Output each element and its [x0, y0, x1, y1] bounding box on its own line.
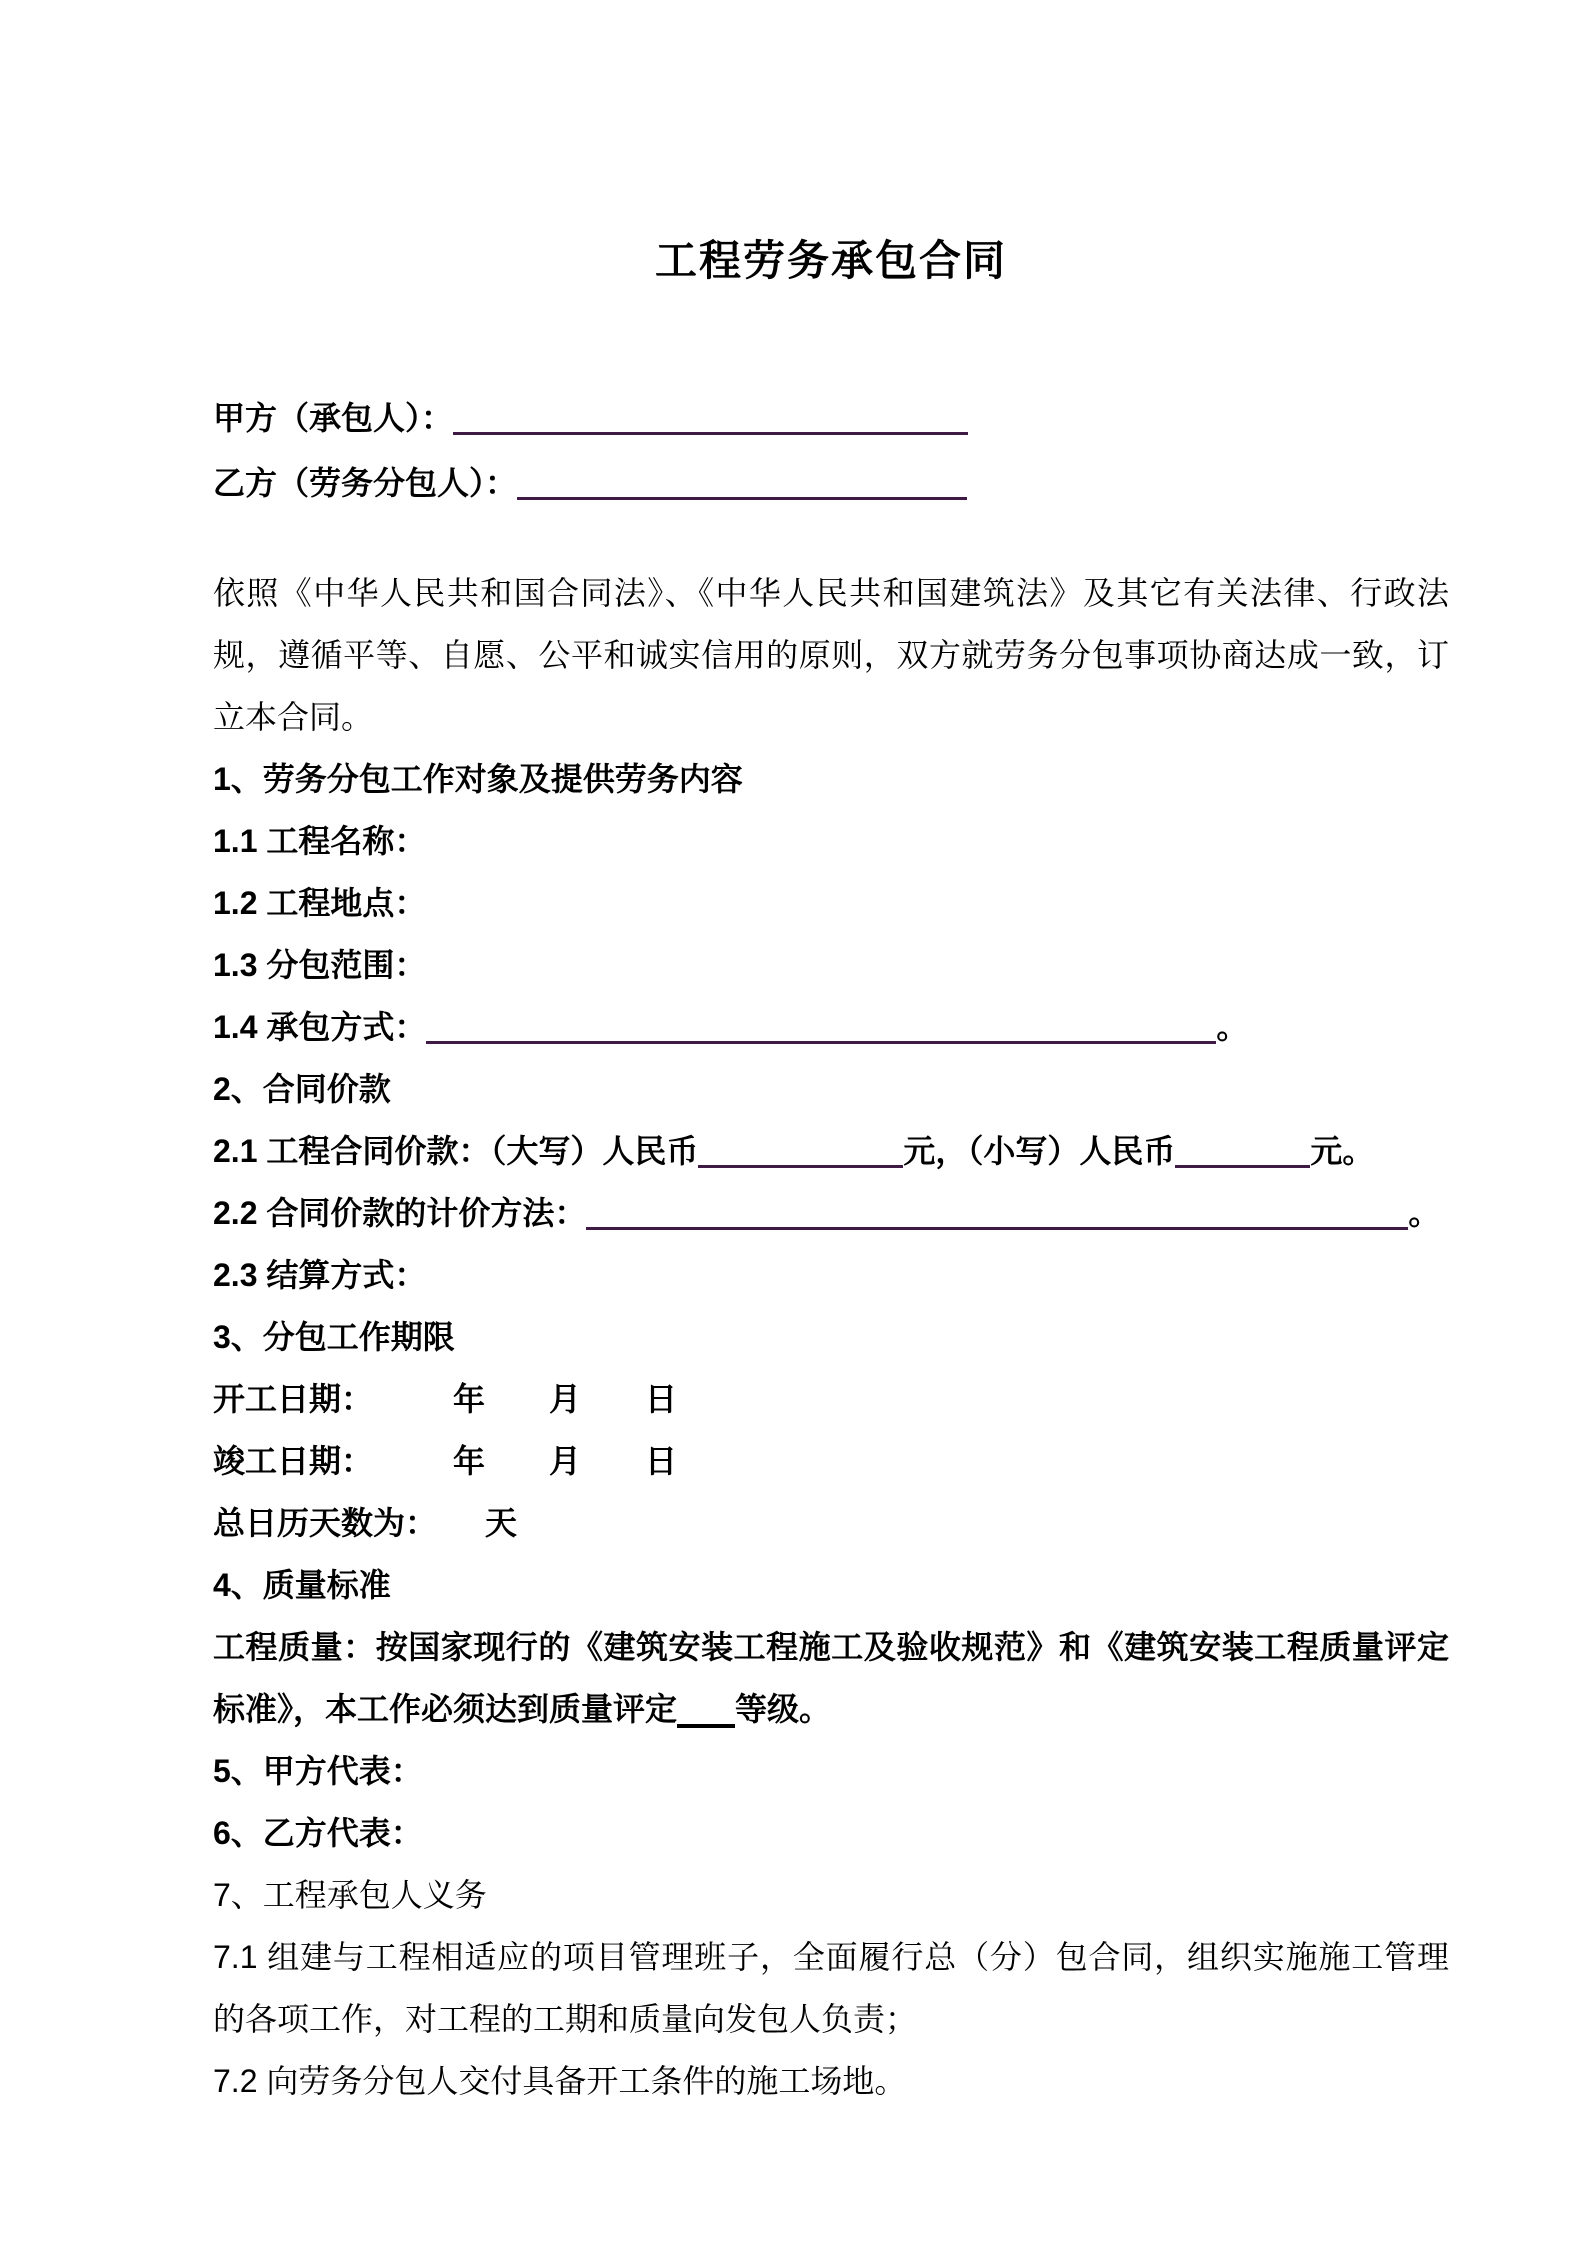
- finish-date-line: 竣工日期： 年 月 日: [213, 1443, 678, 1479]
- party-a-label: 甲方（承包人）：: [213, 400, 454, 436]
- item-1-4-period: 。: [1216, 1009, 1249, 1045]
- item-2-2-period: 。: [1408, 1195, 1441, 1231]
- item-2-1-lowercase-amount-blank: [1175, 1165, 1310, 1168]
- intro-paragraph: 依照《中华人民共和国合同法》、《中华人民共和国建筑法》及其它有关法律、行政法规，遵循平等、自愿、公平和诚实信用的原则，双方就劳务分包事项协商达成一致，订立本合同。: [213, 575, 1449, 735]
- item-2-1-text-end: 元。: [1310, 1133, 1375, 1169]
- quality-text-before-blank: 工程质量：按国家现行的《建筑安装工程施工及验收规范》和《建筑安装工程质量评定标准》，本工作必须达到质量评定: [213, 1629, 1449, 1727]
- item-1-1-project-name: 1.1 工程名称：: [213, 823, 427, 859]
- item-2-1-text-uppercase: 2.1 工程合同价款：（大写）人民币: [213, 1133, 699, 1169]
- item-2-2-label: 2.2 合同价款的计价方法：: [213, 1195, 587, 1231]
- section-2-heading: 2、合同价款: [213, 1071, 391, 1107]
- item-2-3-settlement-method: 2.3 结算方式：: [213, 1257, 427, 1293]
- item-1-4-blank-underline: [426, 1041, 1216, 1044]
- item-2-1-text-lowercase: 元，（小写）人民币: [903, 1133, 1176, 1169]
- item-1-3-subcontract-scope: 1.3 分包范围：: [213, 947, 427, 983]
- section-7-heading: 7、工程承包人义务: [213, 1877, 487, 1913]
- total-calendar-days-line: 总日历天数为： 天: [213, 1505, 518, 1541]
- party-b-label: 乙方（劳务分包人）：: [213, 465, 518, 501]
- quality-text-after-blank: 等级。: [735, 1691, 832, 1727]
- quality-grade-blank-underline: [677, 1724, 735, 1728]
- item-1-4-contract-method-line: [213, 996, 1449, 1058]
- section-3-heading: 3、分包工作期限: [213, 1319, 455, 1355]
- document-title: 工程劳务承包合同: [654, 237, 1007, 284]
- item-7-2-line: 7.2 向劳务分包人交付具备开工条件的施工场地。: [213, 2063, 907, 2099]
- item-2-2-blank-underline: [586, 1227, 1408, 1230]
- party-b-blank-underline: [517, 497, 967, 500]
- section-4-heading: 4、质量标准: [213, 1567, 391, 1603]
- section-1-heading: 1、劳务分包工作对象及提供劳务内容: [213, 761, 743, 797]
- section-5-party-a-representative: 5、甲方代表：: [213, 1753, 423, 1789]
- item-1-2-project-location: 1.2 工程地点：: [213, 885, 427, 921]
- quality-standard-paragraph: [213, 1616, 1449, 1740]
- party-b-line: [213, 452, 1449, 514]
- section-6-party-b-representative: 6、乙方代表：: [213, 1815, 423, 1851]
- item-2-1-uppercase-amount-blank: [698, 1165, 903, 1168]
- item-1-4-label: 1.4 承包方式：: [213, 1009, 427, 1045]
- party-a-blank-underline: [453, 432, 968, 435]
- start-date-line: 开工日期： 年 月 日: [213, 1381, 678, 1417]
- item-2-2-pricing-method-line: [213, 1182, 1449, 1244]
- item-2-1-price-line: [213, 1120, 1449, 1182]
- document-content: [213, 0, 1449, 2112]
- party-a-line: [213, 387, 1449, 449]
- item-7-1-paragraph: 7.1 组建与工程相适应的项目管理班子，全面履行总（分）包合同，组织实施施工管理的各项工作，对工程的工期和质量向发包人负责；: [213, 1939, 1449, 2037]
